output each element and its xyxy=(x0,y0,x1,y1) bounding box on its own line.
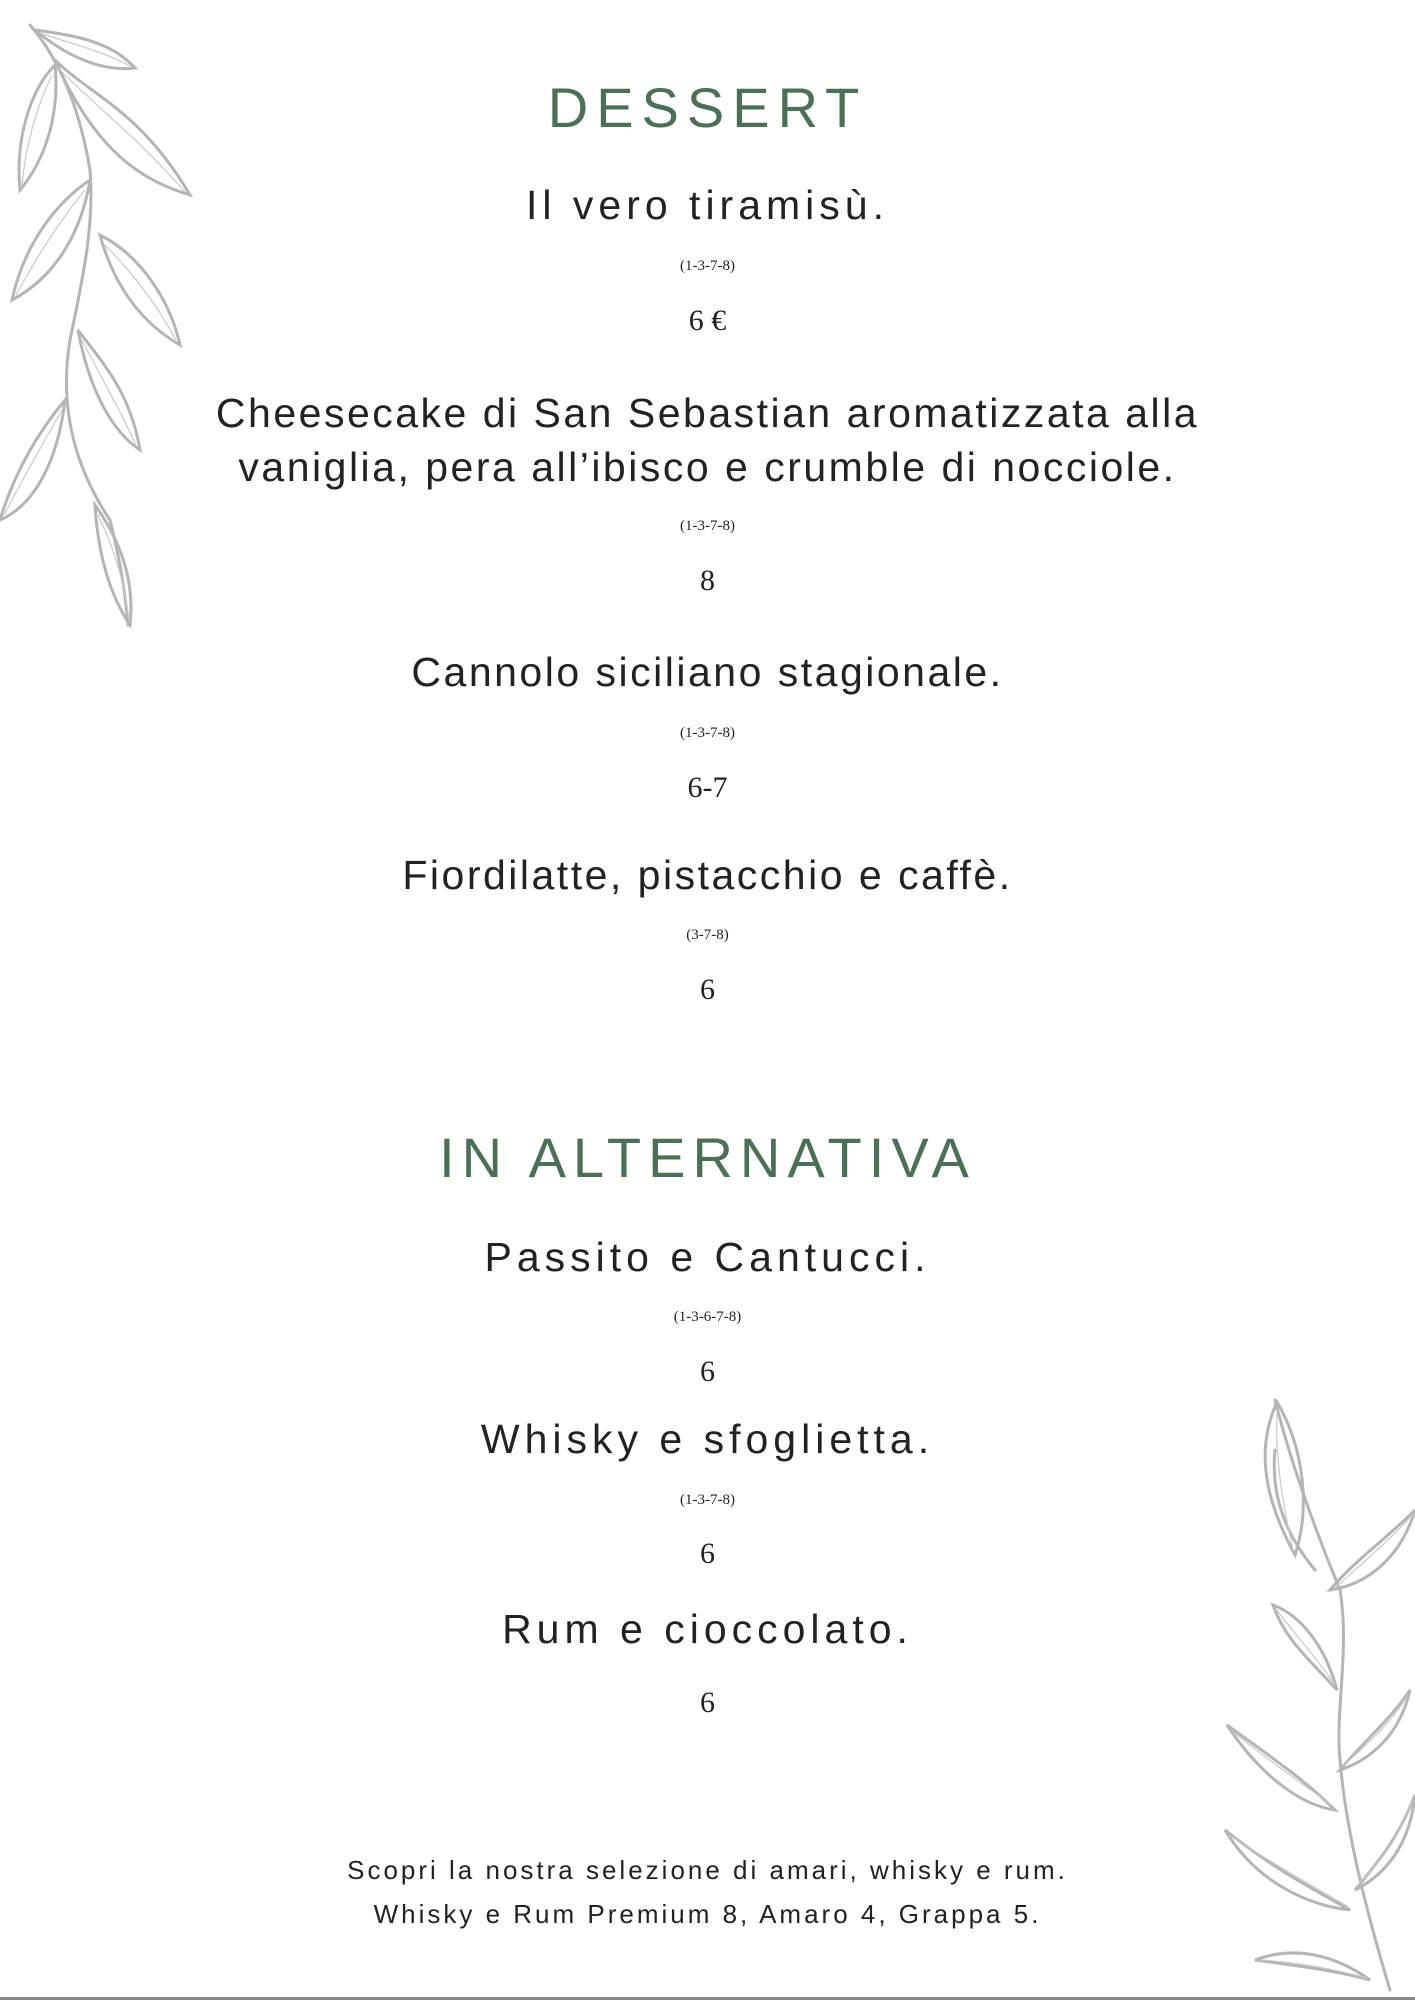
dish-price: 6 € xyxy=(688,304,727,337)
dish-name: Passito e Cantucci. xyxy=(484,1234,931,1280)
allergen-codes: (1-3-7-8) xyxy=(680,725,735,741)
dish-name: Fiordilatte, pistacchio e caffè. xyxy=(402,852,1013,898)
footer-note: Scopri la nostra selezione di amari, whisky e rum. xyxy=(347,1855,1068,1885)
section-title-dessert: DESSERT xyxy=(547,76,868,139)
allergen-codes: (1-3-7-8) xyxy=(680,258,735,274)
dish-name: Cannolo siciliano stagionale. xyxy=(411,649,1004,695)
dish-price: 6 xyxy=(700,973,715,1006)
allergen-codes: (3-7-8) xyxy=(686,927,729,943)
dish-price: 6 xyxy=(700,1686,715,1719)
dish-name: vaniglia, pera all’ibisco e crumble di nocciole. xyxy=(238,444,1177,490)
allergen-codes: (1-3-6-7-8) xyxy=(673,1309,742,1325)
dish-price: 8 xyxy=(700,564,715,597)
dish-price: 6-7 xyxy=(687,771,728,804)
allergen-codes: (1-3-7-8) xyxy=(680,518,735,534)
dish-name: Cheesecake di San Sebastian aromatizzata alla xyxy=(215,390,1200,436)
allergen-codes: (1-3-7-8) xyxy=(680,1492,735,1508)
dish-name: Whisky e sfoglietta. xyxy=(480,1416,935,1462)
dish-price: 6 xyxy=(700,1355,715,1388)
section-title-alternativa: IN ALTERNATIVA xyxy=(439,1126,976,1189)
dish-price: 6 xyxy=(700,1537,715,1570)
dish-name: Il vero tiramisù. xyxy=(526,182,889,228)
dish-name: Rum e cioccolato. xyxy=(502,1606,913,1652)
footer-note: Whisky e Rum Premium 8, Amaro 4, Grappa 5. xyxy=(373,1899,1042,1929)
